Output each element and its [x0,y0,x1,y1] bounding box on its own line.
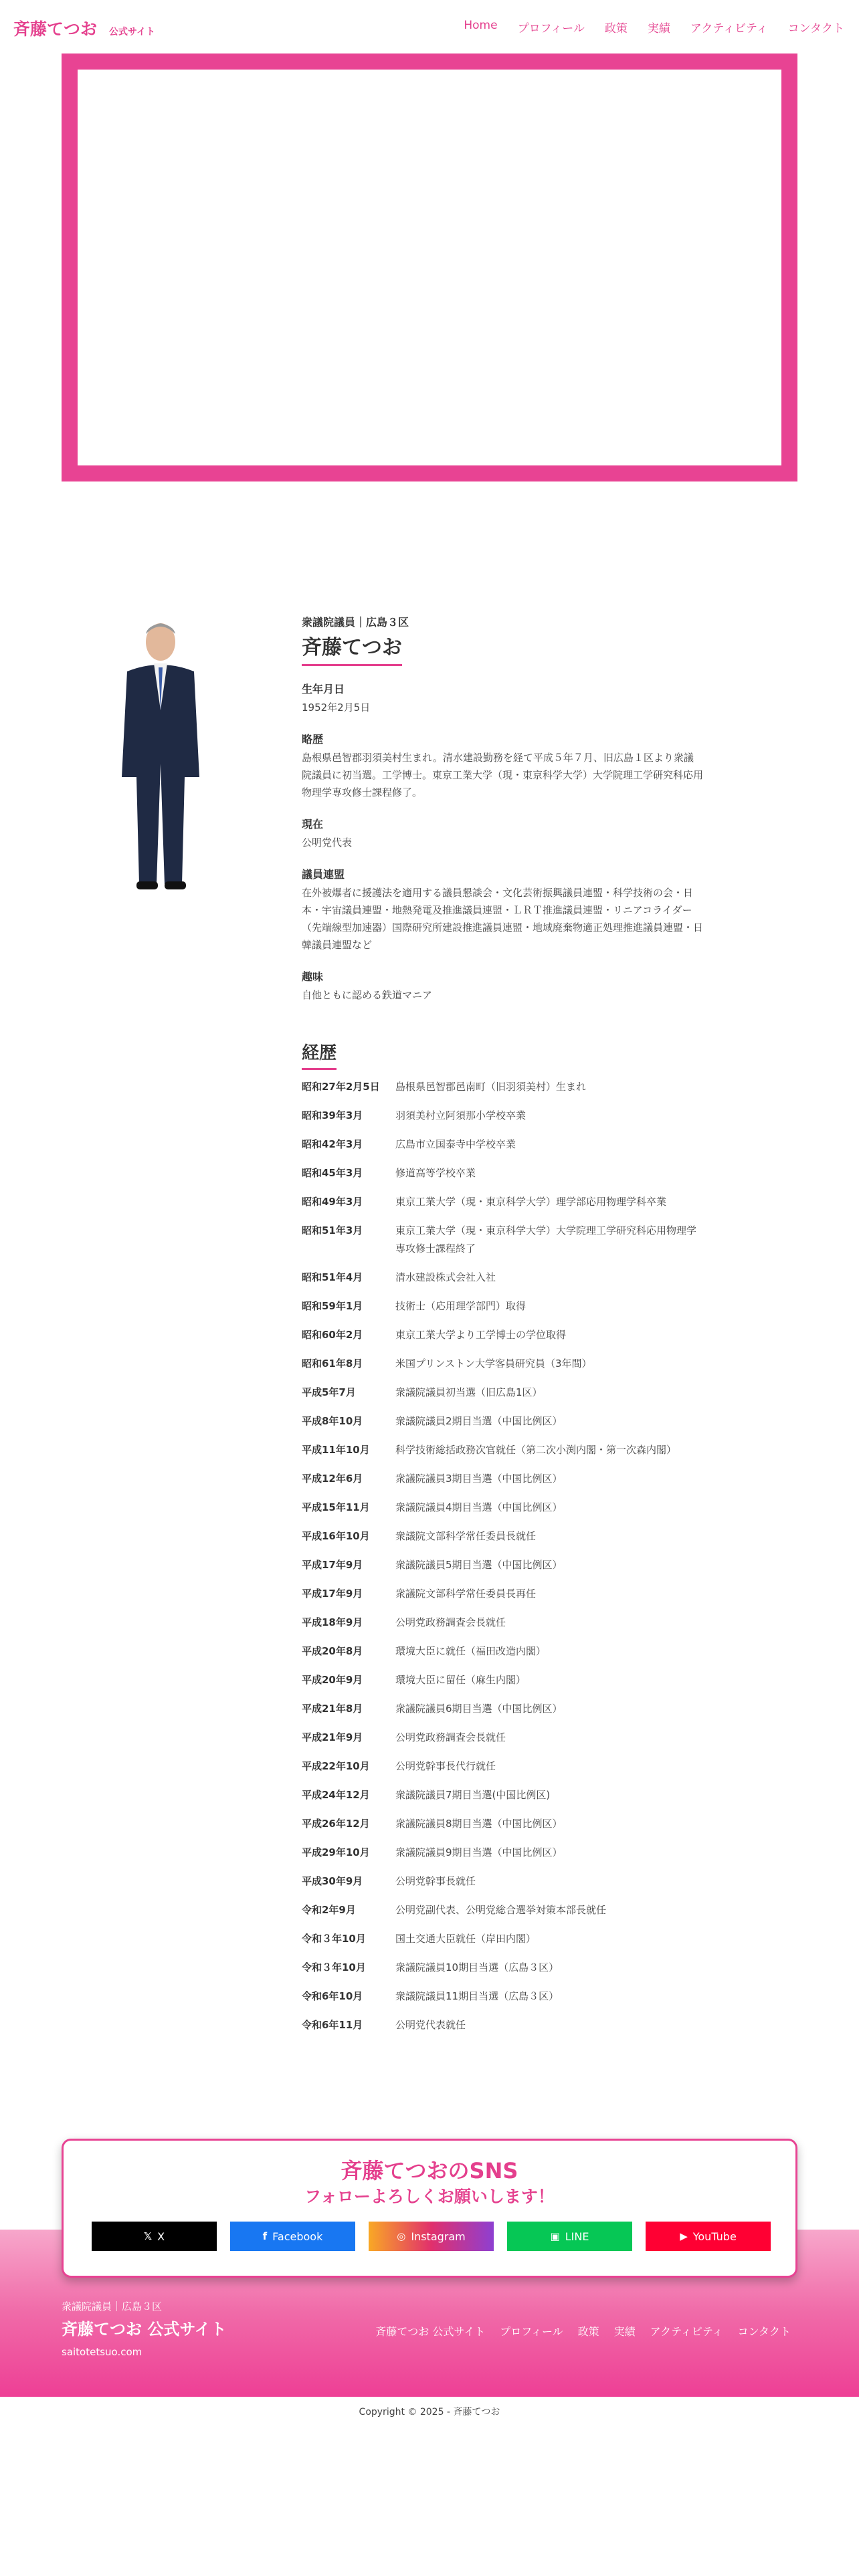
career-row [302,1844,703,1862]
career-row [302,1585,703,1603]
career-date: 平成21年9月 [302,1731,363,1743]
line-icon: ▣ [550,2230,560,2242]
career-date: 昭和51年4月 [302,1271,363,1283]
section-text: 在外被爆者に援護法を適用する議員懇談会・文化芸術振興議員連盟・科学技術の会・日本・宇宙議員連盟・地熱発電及推進議員連盟・ＬＲＴ推進議員連盟・リニアコライダー（先端線型加速器）国際研究所建設推進議員連盟・地域廃棄物適正処理推進議員連盟・日韓議員連盟など [302,887,704,951]
profile-birthdate [302,681,703,716]
career-row [302,1786,703,1804]
copyright: Copyright © 2025 - 斉藤てつお [359,2407,500,2418]
instagram-icon: ◎ [397,2230,406,2242]
career-date: 昭和39年3月 [302,1109,363,1121]
career-row [302,1297,703,1315]
youtube-icon: ▶ [680,2230,688,2242]
career-event: 衆議院議員4期目当選（中国比例区） [395,1501,563,1513]
career-date: 平成26年12月 [302,1818,370,1830]
career-row [302,1988,703,2006]
career-date: 平成22年10月 [302,1760,370,1772]
career-event: 清水建設株式会社入社 [395,1271,496,1283]
nav-activity[interactable]: アクティビティ [690,22,768,35]
career-row [302,1556,703,1574]
career-event: 衆議院議員2期目当選（中国比例区） [395,1415,563,1427]
nav-achievements[interactable]: 実績 [647,22,670,35]
career-event: 東京工業大学（現・東京科学大学）理学部応用物理学科卒業 [395,1196,667,1208]
career-event: 公明党幹事長就任 [395,1875,476,1887]
career-date: 平成17年9月 [302,1588,363,1600]
career-date: 昭和51年3月 [302,1224,363,1237]
career-date: 昭和27年2月5日 [302,1081,380,1093]
career-date: 令和2年9月 [302,1904,356,1916]
career-row [302,1901,703,1919]
career-row [302,1412,703,1430]
sns-button-label: YouTube [692,2230,737,2243]
career-event: 公明党副代表、公明党総合選挙対策本部長就任 [395,1904,607,1916]
career-event: 環境大臣に就任（福田改造内閣） [395,1645,547,1657]
career-row [302,1355,703,1373]
career-event: 衆議院議員3期目当選（中国比例区） [395,1473,563,1485]
sns-button-label: LINE [565,2230,589,2243]
career-event: 衆議院議員11期目当選（広島３区） [395,1990,559,2002]
sns-card [62,2139,797,2278]
profile-biography [302,731,703,801]
career-date: 平成16年10月 [302,1530,370,1542]
section-text: 1952年2月5日 [302,702,371,714]
sns-button-label: X [157,2230,165,2243]
career-event: 衆議院議員10期目当選（広島３区） [395,1961,559,1973]
career-date: 平成18年9月 [302,1616,363,1628]
career-row [302,2016,703,2034]
career-row [302,1470,703,1488]
section-heading: 生年月日 [302,683,345,695]
career-row [302,1959,703,1977]
career-date: 平成21年8月 [302,1703,363,1715]
career-event: 技術士（応用理学部門）取得 [395,1300,527,1312]
career-event: 東京工業大学（現・東京科学大学）大学院理工学研究科応用物理学専攻修士課程終了 [395,1224,697,1255]
career-event: 公明党幹事長代行就任 [395,1760,496,1772]
career-date: 昭和49年3月 [302,1196,363,1208]
career-row [302,1136,703,1154]
sns-title: 斉藤てつおのSNS [341,2158,518,2183]
sns-subtitle: フォローよろしくお願いします！ [304,2187,555,2206]
career-row [302,1671,703,1689]
career-date: 平成15年11月 [302,1501,370,1513]
career-event: 環境大臣に留任（麻生内閣） [395,1674,527,1686]
career-date: 令和6年10月 [302,1990,363,2002]
career-date: 平成5年7月 [302,1386,356,1398]
nav-home[interactable]: Home [464,19,498,32]
footer-nav [375,2323,791,2339]
career-row [302,1164,703,1182]
facebook-icon: f [262,2230,268,2242]
career-row [302,1872,703,1891]
career-event: 衆議院議員9期目当選（中国比例区） [395,1846,563,1858]
footer-role: 衆議院議員｜広島３区 [62,2300,163,2313]
career-event: 衆議院議員6期目当選（中国比例区） [395,1703,563,1715]
career-event: 衆議院議員8期目当選（中国比例区） [395,1818,563,1830]
career-event: 広島市立国泰寺中学校卒業 [395,1138,516,1150]
career-row [302,1527,703,1545]
profile-hobby [302,968,703,1004]
portrait-photo [107,610,214,897]
career-date: 平成20年8月 [302,1645,363,1657]
career-event: 東京工業大学より工学博士の学位取得 [395,1329,567,1341]
x-icon: 𝕏 [143,2230,153,2242]
career-event: 公明党代表就任 [395,2019,466,2031]
x-button[interactable] [92,2222,217,2251]
career-row [302,1193,703,1211]
career-row [302,1930,703,1948]
career-date: 平成20年9月 [302,1674,363,1686]
career-date: 昭和60年2月 [302,1329,363,1341]
career-date: 平成30年9月 [302,1875,363,1887]
career-row [302,1614,703,1632]
main-nav [464,19,844,35]
career-date: 平成8年10月 [302,1415,363,1427]
sns-button-label: Facebook [272,2230,323,2243]
career-event: 国土交通大臣就任（岸田内閣） [395,1933,537,1945]
profile-name: 斉藤てつお [302,631,402,666]
career-row [302,1700,703,1718]
footer-nav-achievements[interactable]: 実績 [613,2325,636,2338]
career-date: 昭和61年8月 [302,1358,363,1370]
career-row [302,1384,703,1402]
brand-subtitle: 公式サイト [109,27,156,37]
career-event: 衆議院議員初当選（旧広島1区） [395,1386,543,1398]
career-date: 平成24年12月 [302,1789,370,1801]
nav-policy[interactable]: 政策 [604,22,628,35]
career-date: 平成11年10月 [302,1444,370,1456]
profile-leagues [302,866,703,954]
footer-nav-activity[interactable]: アクティビティ [650,2325,723,2338]
career-date: 令和３年10月 [302,1961,366,1973]
facebook-button[interactable] [230,2222,355,2251]
career-heading: 経歴 [302,1039,337,1070]
career-event: 羽須美村立阿須那小学校卒業 [395,1109,527,1121]
career-date: 昭和59年1月 [302,1300,363,1312]
footer-site-name[interactable]: 斉藤てつお 公式サイト [62,2320,227,2339]
career-event: 衆議院議員5期目当選（中国比例区） [395,1559,563,1571]
career-date: 令和３年10月 [302,1933,366,1945]
career-row [302,1269,703,1287]
nav-contact[interactable]: コンタクト [787,22,844,35]
career-date: 平成17年9月 [302,1559,363,1571]
section-text: 自他ともに認める鉄道マニア [302,989,433,1001]
brand-logo[interactable] [13,16,155,40]
career-event: 公明党政務調査会長就任 [395,1616,506,1628]
footer-nav-home[interactable]: 斉藤てつお 公式サイト [375,2325,486,2338]
career-list [302,1078,703,2045]
career-event: 衆議院文部科学常任委員長再任 [395,1588,537,1600]
career-event: 島根県邑智郡邑南町（旧羽須美村）生まれ [395,1081,587,1093]
line-button[interactable] [507,2222,632,2251]
footer-nav-profile[interactable]: プロフィール [500,2325,563,2338]
career-row [302,1642,703,1660]
career-row [302,1757,703,1776]
career-row [302,1499,703,1517]
career-row [302,1222,703,1258]
career-event: 衆議院文部科学常任委員長就任 [395,1530,537,1542]
career-row [302,1107,703,1125]
footer-nav-policy[interactable]: 政策 [577,2325,599,2338]
sns-button-label: Instagram [411,2230,466,2243]
site-header [0,0,859,53]
nav-profile[interactable]: プロフィール [517,22,585,35]
career-event: 公明党政務調査会長就任 [395,1731,506,1743]
career-row [302,1729,703,1747]
section-text: 島根県邑智郡羽須美村生まれ。清水建設勤務を経て平成５年７月、旧広島１区より衆議院議員に初当選。工学博士。東京工業大学（現・東京科学大学）大学院理工学研究科応用物理学専攻修士課程修了。 [302,752,704,798]
hero-image-frame [62,53,797,481]
career-event: 修道高等学校卒業 [395,1167,476,1179]
section-text: 公明党代表 [302,837,353,849]
career-date: 平成29年10月 [302,1846,370,1858]
profile-role: 衆議院議員｜広島３区 [302,616,409,629]
career-event: 科学技術総括政務次官就任（第二次小渕内閣・第一次森内閣） [395,1444,677,1456]
career-event: 米国プリンストン大学客員研究員（3年間） [395,1358,592,1370]
career-date: 昭和45年3月 [302,1167,363,1179]
youtube-button[interactable] [646,2222,771,2251]
section-heading: 略歴 [302,733,324,746]
career-date: 平成12年6月 [302,1473,363,1485]
section-heading: 現在 [302,818,324,831]
footer-url[interactable]: saitotetsuo.com [62,2346,142,2358]
profile-current [302,816,703,851]
profile-section [302,614,703,1004]
career-row [302,1815,703,1833]
career-row [302,1326,703,1344]
brand-name: 斉藤てつお [13,19,98,39]
career-row [302,1078,703,1096]
footer-nav-contact[interactable]: コンタクト [737,2325,791,2338]
career-row [302,1441,703,1459]
career-date: 昭和42年3月 [302,1138,363,1150]
sns-buttons [92,2222,771,2251]
footer-identity [62,2299,227,2358]
career-date: 令和6年11月 [302,2019,363,2031]
instagram-button[interactable] [369,2222,494,2251]
section-heading: 趣味 [302,970,324,983]
career-event: 衆議院議員7期目当選(中国比例区) [395,1789,551,1801]
section-heading: 議員連盟 [302,868,345,881]
